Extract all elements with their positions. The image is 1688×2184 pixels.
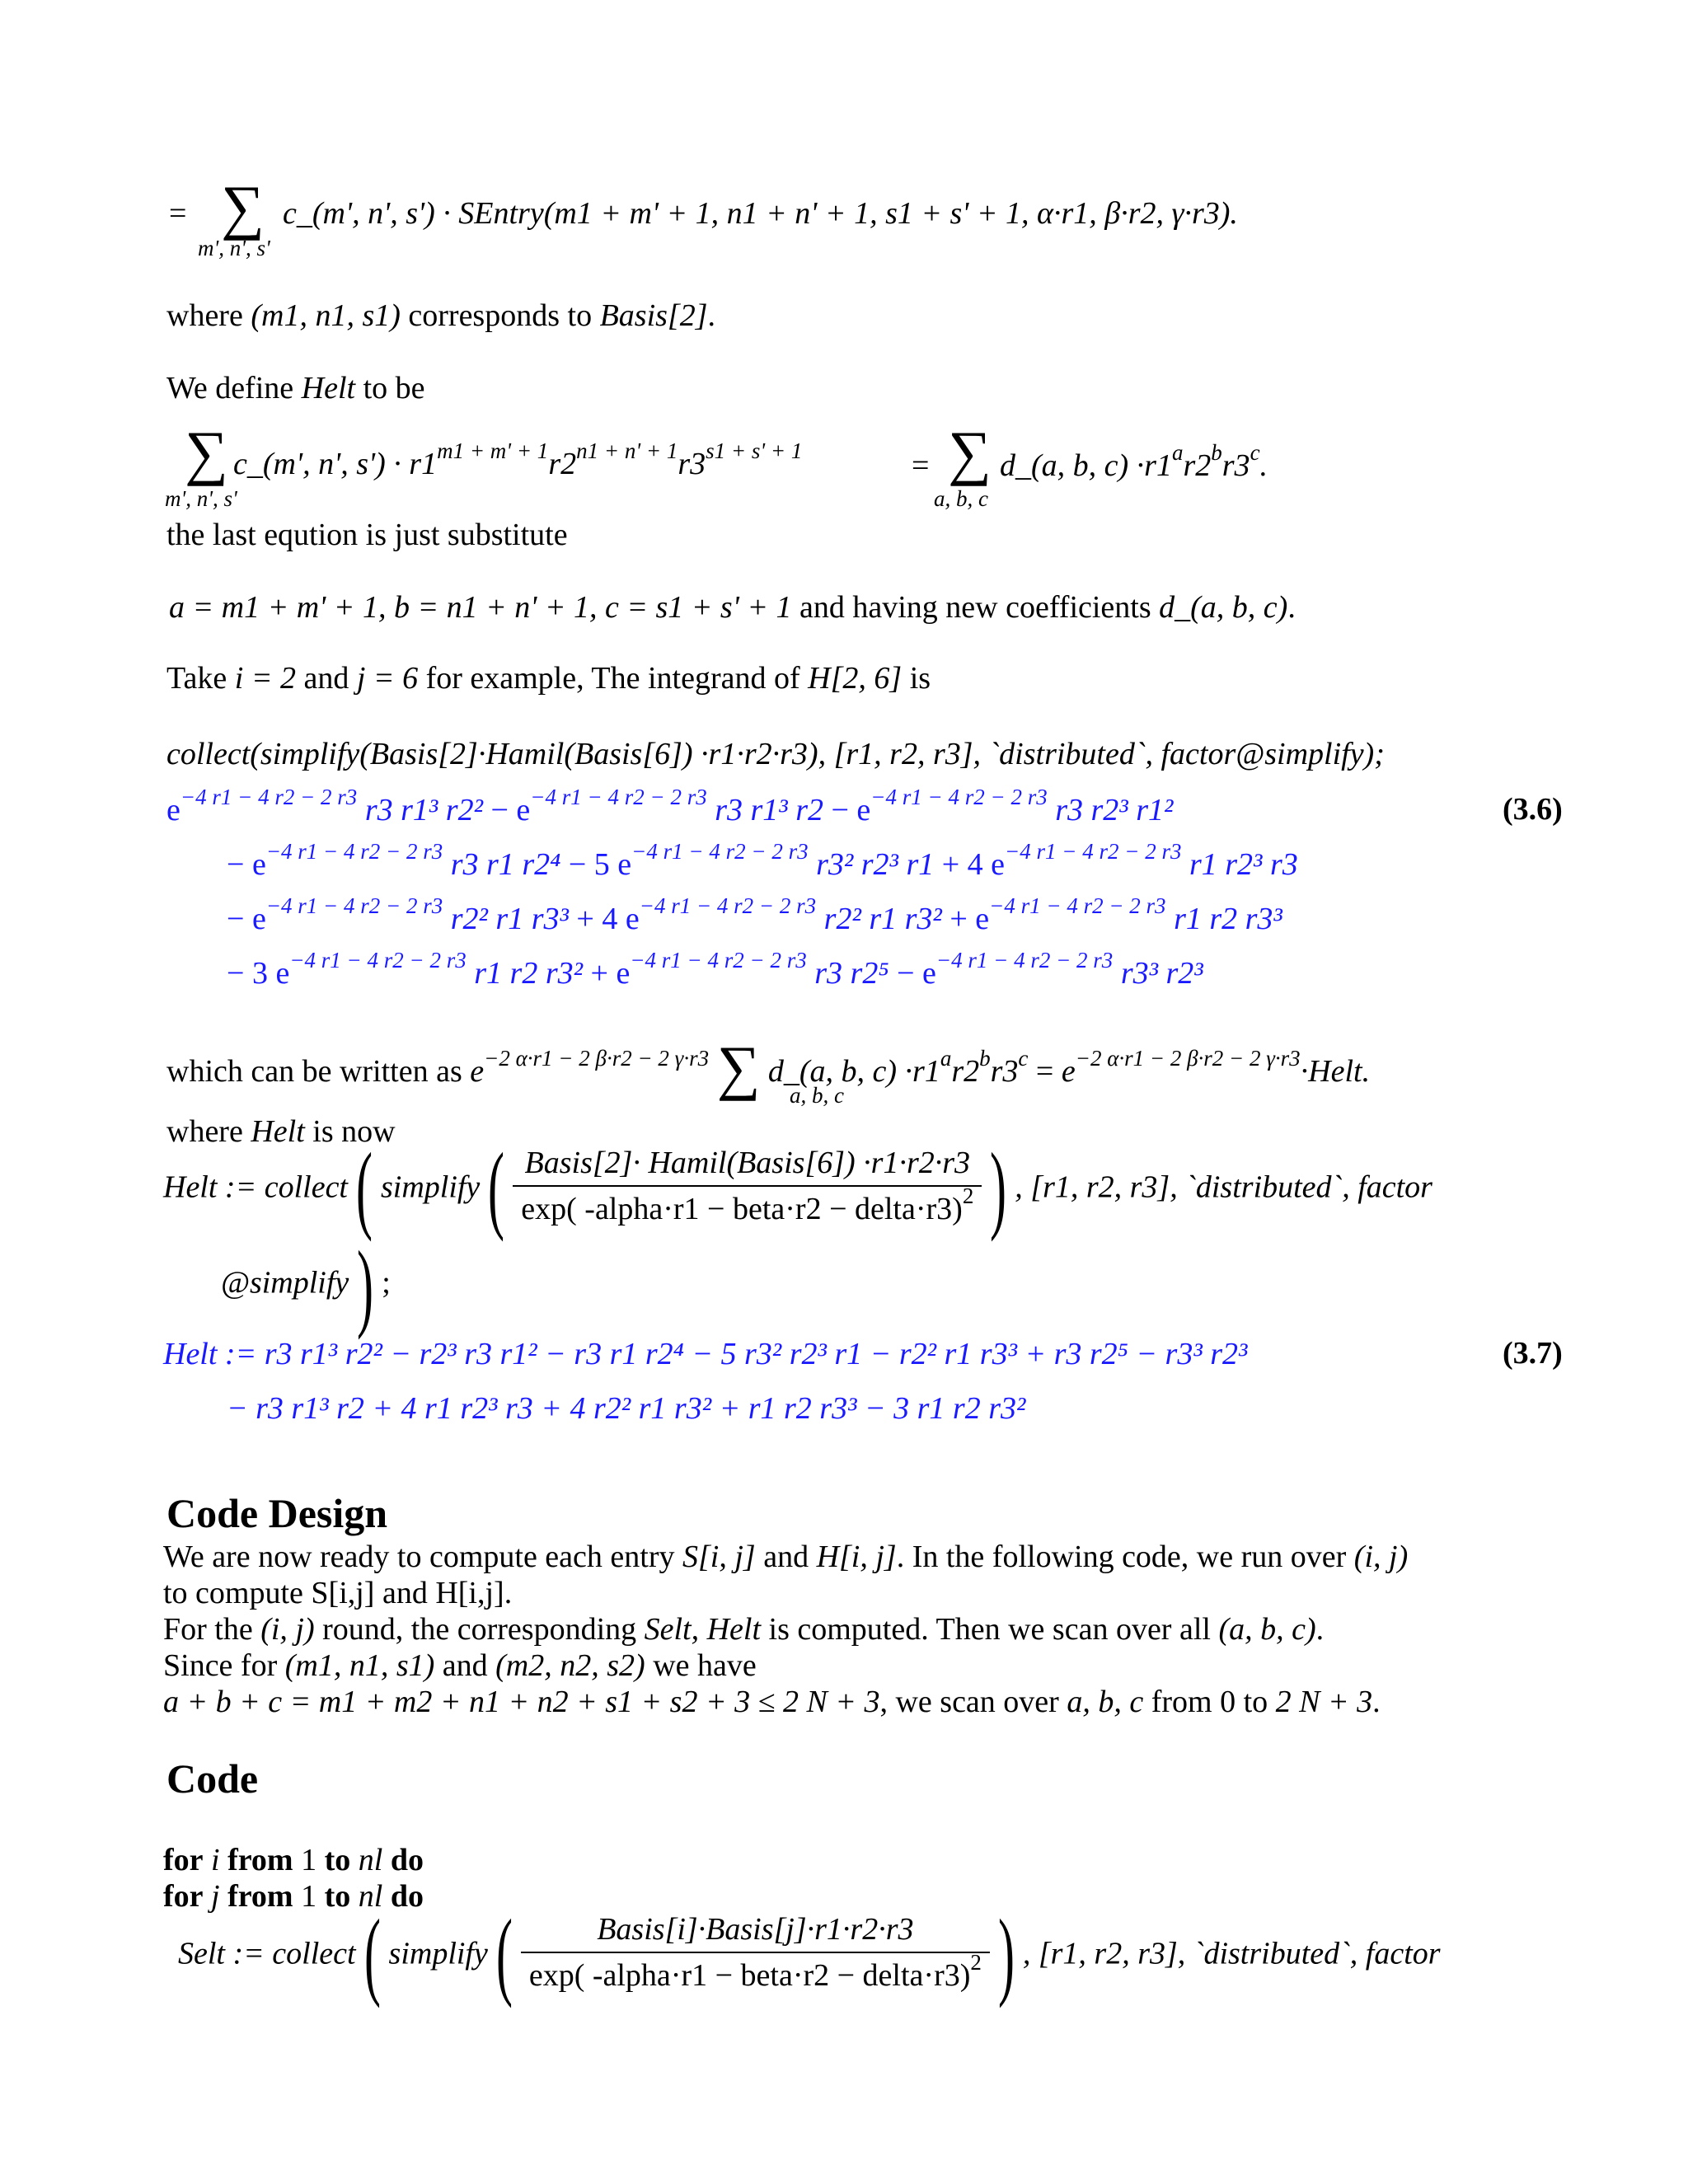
subst-end: .	[1287, 590, 1296, 625]
o36-e11: e	[616, 956, 631, 991]
kw-from-2: from	[227, 1879, 293, 1914]
cd-l4-post: we have	[645, 1648, 757, 1683]
cd-l3-mid2: is computed. Then we scan over all	[761, 1612, 1219, 1647]
kw-for-2: for	[163, 1879, 204, 1914]
o36-minus7: −	[897, 956, 915, 991]
o36-t1: r3 r1³ r2²	[364, 793, 483, 827]
selt-den: exp( -alpha·r1 − beta·r2 − delta·r3)	[528, 1958, 971, 1993]
output-3-6-line2	[227, 839, 1298, 886]
o36-plus3: +	[950, 902, 968, 936]
which-pre: which can be written as	[166, 1054, 471, 1089]
kw-from-1: from	[227, 1843, 293, 1877]
helt-paren-close1: )	[357, 1230, 374, 1340]
eq2-rhs-end: .	[1259, 448, 1268, 483]
heading-code: Code	[166, 1755, 259, 1802]
cd-l4-and: and	[434, 1648, 496, 1683]
o36-exp9: −4 r1 − 4 r2 − 2 r3	[989, 893, 1166, 918]
o36-t10: r1 r2 r3²	[474, 956, 584, 991]
which-helt: ·Helt.	[1300, 1054, 1371, 1089]
code-for-i[interactable]	[163, 1841, 424, 1879]
where2-post: is now	[304, 1114, 396, 1149]
eq2-rhs	[1000, 440, 1268, 487]
o36-exp1: −4 r1 − 4 r2 − 2 r3	[180, 785, 358, 809]
o36-e7: e	[251, 902, 266, 936]
which-eq: =	[1028, 1054, 1062, 1089]
which-e: e	[470, 1054, 485, 1089]
o36-e8: e	[625, 902, 640, 936]
o36-exp8: −4 r1 − 4 r2 − 2 r3	[639, 893, 817, 918]
o36-c5: 5	[593, 847, 610, 882]
which-a: a	[940, 1046, 952, 1071]
o36-e9: e	[975, 902, 990, 936]
cd-l1-s: S[i, j]	[682, 1540, 756, 1574]
equation-label-3-6: (3.6)	[1503, 792, 1563, 827]
eq2-sigma2: ∑	[948, 419, 992, 487]
o36-t3: r3 r2³ r1²	[1055, 793, 1174, 827]
o36-plus1: +	[941, 847, 960, 882]
o36-e5: e	[617, 847, 632, 882]
var-nl-1: nl	[358, 1843, 383, 1877]
o36-t6: r1 r2³ r3	[1189, 847, 1298, 882]
kw-do-1: do	[390, 1843, 424, 1877]
eq2-rhs-r2: r2	[1183, 448, 1212, 483]
selt-simplify: simplify	[388, 1936, 488, 1971]
selt-num: Basis[i]·Basis[j]·r1·r2·r3	[521, 1910, 990, 1953]
o36-minus6: −	[227, 956, 245, 991]
cd-l1-h: H[i, j]	[816, 1540, 897, 1574]
kw-to-1: to	[324, 1843, 351, 1877]
num-one-1: 1	[301, 1843, 317, 1877]
helt-paren-close2: )	[990, 1132, 1007, 1242]
o36-e3: e	[856, 793, 871, 827]
which-exp2: −2 α·r1 − 2 β·r2 − 2 γ·r3	[1075, 1046, 1301, 1071]
helt-simplify: simplify	[380, 1169, 481, 1205]
o36-t7: r2² r1 r3³	[450, 902, 569, 936]
o36-minus1: −	[490, 793, 509, 827]
selt-lhs: Selt := collect	[178, 1936, 356, 1971]
eq2-rhs-b: b	[1211, 440, 1222, 465]
eq2-lhs	[233, 438, 803, 485]
cd-l5-abc: a, b, c	[1067, 1685, 1144, 1719]
which-c: c	[1018, 1046, 1029, 1071]
eq2-rhs-index: a, b, c	[934, 486, 988, 511]
maple-command-helt[interactable]	[163, 1132, 1432, 1242]
output-3-7-line2: − r3 r1³ r2 + 4 r1 r2³ r3 + 4 r2² r1 r3² + r1 r2 r3³ − 3 r1 r2 r3²	[227, 1391, 1026, 1426]
take-pre: Take	[166, 661, 235, 696]
cd-l5-n: 2 N + 3	[1275, 1685, 1373, 1719]
helt-paren-open1: (	[355, 1132, 373, 1242]
helt-end: ;	[382, 1265, 391, 1301]
which-r3: r3	[990, 1054, 1019, 1089]
take-line	[166, 659, 931, 697]
define-helt: Helt	[301, 371, 356, 405]
o36-exp7: −4 r1 − 4 r2 − 2 r3	[265, 893, 443, 918]
o36-exp5: −4 r1 − 4 r2 − 2 r3	[631, 839, 809, 864]
helt-den: exp( -alpha·r1 − beta·r2 − delta·r3)	[521, 1192, 963, 1226]
helt-den-pow: 2	[962, 1183, 974, 1208]
eq2-e1: m1 + m' + 1	[437, 438, 549, 463]
cd-l1-mid: . In the following code, we run over	[896, 1540, 1354, 1574]
o36-e10: e	[275, 956, 290, 991]
subst-d: d_(a, b, c)	[1159, 590, 1288, 625]
o36-e2: e	[516, 793, 531, 827]
cd-l1-pre: We are now ready to compute each entry	[163, 1540, 682, 1574]
last-equation-line: the last eqution is just substitute	[166, 518, 568, 552]
cd-l5-eq: a + b + c = m1 + m2 + n1 + n2 + s1 + s2 + 3 ≤ 2 N + 3	[163, 1685, 880, 1719]
code-selt[interactable]	[178, 1898, 1441, 2008]
helt-den-wrap	[513, 1183, 982, 1230]
eq1-equals: =	[169, 196, 187, 231]
output-3-6-line3	[227, 893, 1282, 940]
helt-tail2-line	[221, 1230, 391, 1340]
selt-paren-open1: (	[363, 1898, 381, 2008]
cd-line1	[163, 1538, 1408, 1576]
o36-c4a: 4	[967, 847, 983, 882]
selt-den-wrap	[521, 1950, 990, 1997]
eq2-lhs-index: m', n', s'	[165, 486, 237, 511]
take-i: i = 2	[234, 661, 296, 696]
o36-t4: r3 r1 r2⁴	[450, 847, 561, 882]
eq2-e3: s1 + s' + 1	[706, 438, 803, 463]
cd-l3-pre: For the	[163, 1612, 261, 1647]
which-line	[166, 1034, 1371, 1102]
subst-eqs: a = m1 + m' + 1, b = n1 + n' + 1, c = s1 + s' + 1	[169, 590, 792, 625]
cd-line4	[163, 1647, 757, 1685]
cd-l1-ij: (i, j)	[1353, 1540, 1409, 1574]
cd-l3-end: .	[1315, 1612, 1325, 1647]
which-b: b	[979, 1046, 991, 1071]
eq2-equals: =	[912, 448, 930, 483]
helt-paren-open2: (	[488, 1132, 505, 1242]
eq2-r3: r3	[678, 447, 706, 481]
o36-exp2: −4 r1 − 4 r2 − 2 r3	[530, 785, 707, 809]
selt-paren-open2: (	[495, 1898, 513, 2008]
o36-plus4: +	[590, 956, 608, 991]
subst-text: and having new coefficients	[791, 590, 1160, 625]
cd-l4-t2: (m2, n2, s2)	[495, 1648, 645, 1683]
selt-den-pow: 2	[970, 1950, 982, 1975]
eq1-sigma: ∑	[221, 174, 265, 241]
o36-e12: e	[922, 956, 936, 991]
cd-line2: to compute S[i,j] and H[i,j].	[163, 1576, 513, 1610]
o36-minus2: −	[831, 793, 849, 827]
which-e2: e	[1061, 1054, 1076, 1089]
cd-l1-and: and	[755, 1540, 817, 1574]
cd-l4-t1: (m1, n1, s1)	[284, 1648, 435, 1683]
which-exp: −2 α·r1 − 2 β·r2 − 2 γ·r3	[484, 1046, 710, 1071]
where-basis-line	[166, 297, 715, 335]
o36-exp11: −4 r1 − 4 r2 − 2 r3	[630, 948, 807, 972]
cd-l5-mid: , we scan over	[879, 1685, 1067, 1719]
where-tuple: (m1, n1, s1)	[251, 298, 401, 333]
o36-e6: e	[991, 847, 1006, 882]
var-j: j	[211, 1879, 220, 1914]
eq1-sum-index: m', n', s'	[198, 236, 270, 260]
helt-tail2: @simplify	[221, 1265, 349, 1301]
output-3-6-line4	[227, 948, 1203, 995]
helt-lhs: Helt := collect	[163, 1169, 348, 1205]
o36-t12: r3³ r2³	[1120, 956, 1203, 991]
take-and: and	[296, 661, 357, 696]
output-3-7-line1: Helt := r3 r1³ r2² − r2³ r3 r1² − r3 r1 r2⁴ − 5 r3² r2³ r1 − r2² r1 r3³ + r3 r2⁵ − r3³ r2³	[163, 1337, 1248, 1371]
eq2-sigma: ∑	[185, 419, 228, 487]
o36-t2: r3 r1³ r2	[715, 793, 823, 827]
define-pre: We define	[166, 371, 302, 405]
o36-t9: r1 r2 r3³	[1174, 902, 1282, 936]
eq2-rhs-r3: r3	[1221, 448, 1250, 483]
helt-tail: , [r1, r2, r3], `distributed`, factor	[1015, 1169, 1432, 1205]
kw-to-2: to	[324, 1879, 351, 1914]
subst-line	[169, 588, 1296, 626]
o36-exp6: −4 r1 − 4 r2 − 2 r3	[1005, 839, 1182, 864]
cd-l3-ij: (i, j)	[260, 1612, 315, 1647]
helt-num: Basis[2]· Hamil(Basis[6]) ·r1·r2·r3	[513, 1144, 982, 1187]
cd-l5-from: from 0 to	[1143, 1685, 1276, 1719]
o36-exp4: −4 r1 − 4 r2 − 2 r3	[265, 839, 443, 864]
output-3-6-line1	[166, 785, 1174, 832]
which-index: a, b, c	[790, 1083, 844, 1108]
cd-l5-end: .	[1372, 1685, 1381, 1719]
o36-exp12: −4 r1 − 4 r2 − 2 r3	[935, 948, 1114, 972]
o36-t8: r2² r1 r3²	[823, 902, 942, 936]
where2-helt: Helt	[251, 1114, 305, 1149]
eq2-e2: n1 + n' + 1	[576, 438, 678, 463]
define-post: to be	[355, 371, 425, 405]
where-post: .	[707, 298, 715, 333]
o36-t11: r3 r2⁵	[814, 956, 889, 991]
kw-for-1: for	[163, 1843, 204, 1877]
eq2-r2: r2	[548, 447, 577, 481]
selt-fraction	[521, 1910, 990, 1997]
define-line	[166, 369, 425, 407]
take-post: is	[902, 661, 931, 696]
cd-line3	[163, 1610, 1324, 1648]
which-r2: r2	[951, 1054, 980, 1089]
o36-plus2: +	[576, 902, 594, 936]
kw-do-2: do	[390, 1879, 424, 1914]
o36-e4: e	[251, 847, 266, 882]
o36-minus5: −	[227, 902, 245, 936]
var-i: i	[211, 1843, 220, 1877]
where-basis: Basis[2]	[599, 298, 708, 333]
which-sigma: ∑	[716, 1034, 761, 1102]
eq1-body: c_(m', n', s') · SEntry(m1 + m' + 1, n1 + n' + 1, s1 + s' + 1, α·r1, β·r2, γ·r3).	[283, 196, 1238, 231]
where2-pre: where	[166, 1114, 251, 1149]
o36-c3: 3	[251, 956, 268, 991]
eq2-rhs-c: c	[1250, 440, 1260, 465]
o36-t5: r3² r2³ r1	[816, 847, 935, 882]
take-j: j = 6	[356, 661, 419, 696]
o36-minus3: −	[227, 847, 245, 882]
eq2-r1: r1	[409, 447, 438, 481]
which-body: d_(a, b, c) ·r1	[767, 1054, 940, 1089]
o36-e1: e	[166, 793, 181, 827]
var-nl-2: nl	[358, 1879, 383, 1914]
o36-exp10: −4 r1 − 4 r2 − 2 r3	[289, 948, 467, 972]
cd-l3-mid: round, the corresponding	[314, 1612, 645, 1647]
cd-l3-abc: (a, b, c)	[1218, 1612, 1316, 1647]
heading-code-design: Code Design	[166, 1490, 388, 1536]
eq2-rhs-a: a	[1171, 440, 1184, 465]
cd-line5	[163, 1683, 1381, 1721]
where-pre: where	[166, 298, 251, 333]
helt-fraction	[513, 1144, 982, 1230]
o36-exp3: −4 r1 − 4 r2 − 2 r3	[870, 785, 1048, 809]
maple-command-collect[interactable]: collect(simplify(Basis[2]·Hamil(Basis[6]) ·r1·r2·r3), [r1, r2, r3], `distributed`, factor@simplify);	[166, 737, 1385, 771]
take-h: H[2, 6]	[808, 661, 903, 696]
o36-c4b: 4	[602, 902, 618, 936]
cd-l4-pre: Since for	[163, 1648, 285, 1683]
num-one-2: 1	[301, 1879, 317, 1914]
equation-label-3-7: (3.7)	[1503, 1336, 1563, 1371]
take-mid: for example, The integrand of	[418, 661, 809, 696]
selt-tail: , [r1, r2, r3], `distributed`, factor	[1022, 1936, 1441, 1971]
eq2-coef: c_(m', n', s') ·	[233, 447, 401, 481]
eq2-rhs-body: d_(a, b, c) ·r1	[1000, 448, 1172, 483]
selt-paren-close2: )	[997, 1898, 1015, 2008]
cd-l3-sh: Selt, Helt	[644, 1612, 762, 1647]
where-mid: corresponds to	[400, 298, 600, 333]
o36-minus4: −	[568, 847, 587, 882]
